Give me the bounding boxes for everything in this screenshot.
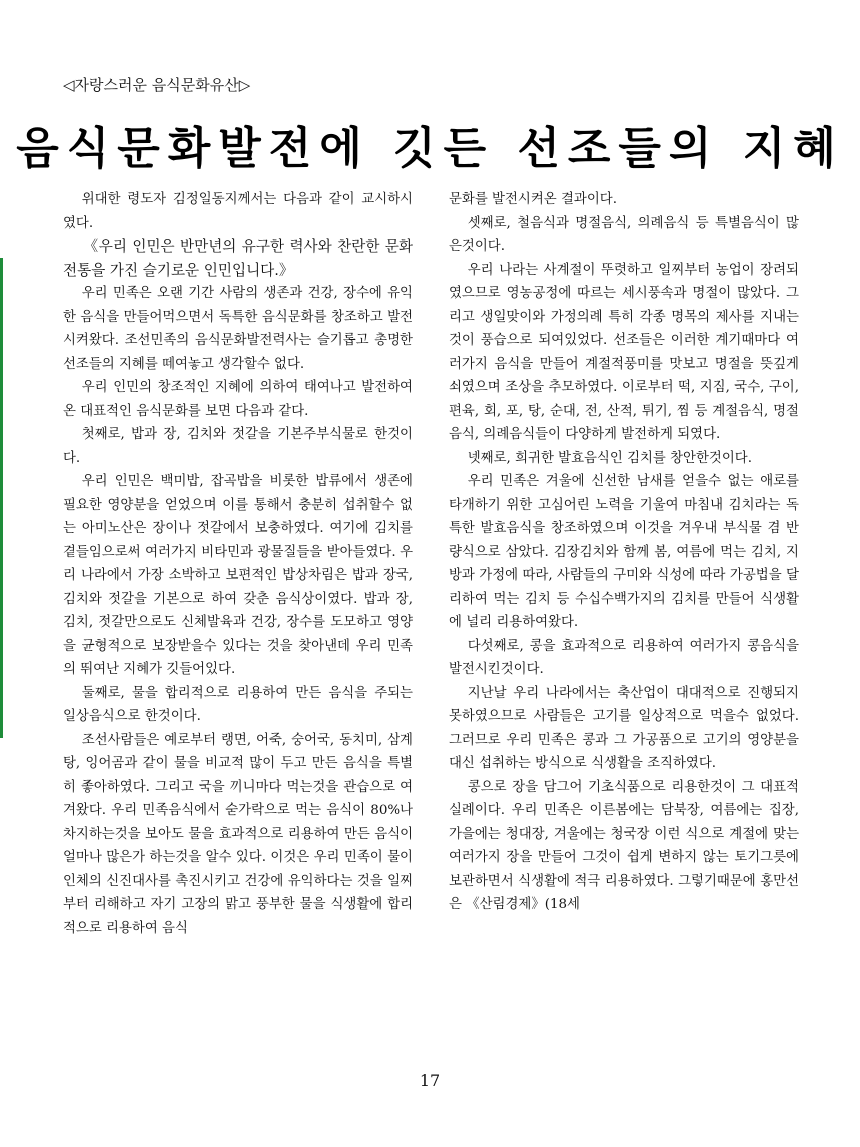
body-paragraph: 우리 인민의 창조적인 지혜에 의하여 태여나고 발전하여온 대표적인 음식문화를 보면 다음과 같다. (63, 380, 413, 419)
continued-paragraph: 문화를 발전시켜온 결과이다. (449, 192, 617, 207)
quotation-paragraph: 《우리 인민은 반만년의 유구한 력사와 찬란한 문화전통을 가진 슬기로운 인민입니다.》 (63, 238, 413, 279)
right-column (449, 188, 799, 917)
body-paragraph: 위대한 령도자 김정일동지께서는 다음과 같이 교시하시였다. (63, 192, 413, 231)
left-column (63, 188, 413, 940)
section-label: ◁자랑스러운 음식문화유산▷ (63, 76, 251, 94)
body-paragraph: 둘째로, 물을 합리적으로 리용하여 만든 음식을 주되는 일상음식으로 한것이다. (63, 685, 413, 724)
body-paragraph: 다섯째로, 콩을 효과적으로 리용하여 여러가지 콩음식을 발전시킨것이다. (449, 638, 799, 677)
body-paragraph: 지난날 우리 나라에서는 축산업이 대대적으로 진행되지 못하였으므로 사람들은 고기를 일상적으로 먹을수 없었다. 그러므로 우리 민족은 콩과 그 가공품으로 고기의 영양분을 대신 섭취하는 방식으로 식생활을 조직하였다. (449, 685, 799, 771)
body-paragraph: 조선사람들은 예로부터 랭면, 어죽, 숭어국, 동치미, 삼계탕, 잉어곰과 같이 물을 비교적 많이 두고 만든 음식을 특별히 좋아하였다. 그리고 국을 끼니마다 먹는것을 관습으로 여겨왔다. 우리 민족음식에서 숟가락으로 먹는 음식이 80%나 차지하는것을 보아도 물을 효과적으로 리용하여 만든 음식이 얼마나 많은가 하는것을 알수 있다. 이것은 우리 민족이 물이 인체의 신진대사를 촉진시키고 건강에 유익하다는 것을 일찌부터 리해하고 자기 고장의 맑고 풍부한 물을 식생활에 합리적으로 리용하여 음식 (63, 732, 413, 936)
body-paragraph: 넷째로, 희귀한 발효음식인 김치를 창안한것이다. (467, 450, 752, 466)
body-paragraph: 셋째로, 철음식과 명절음식, 의례음식 등 특별음식이 많은것이다. (449, 215, 799, 254)
body-paragraph: 첫째로, 밥과 장, 김치와 젓갈을 기본주부식물로 한것이다. (63, 427, 413, 466)
body-paragraph: 우리 민족은 오랜 기간 사람의 생존과 건강, 장수에 유익한 음식을 만들어먹으면서 독특한 음식문화를 창조하고 발전시켜왔다. 조선민족의 음식문화발전력사는 슬기롭고 총명한 선조들의 지혜를 떼여놓고 생각할수 없다. (63, 286, 413, 372)
article-title: 음식문화발전에 깃든 선조들의 지혜 (16, 123, 844, 174)
body-paragraph: 우리 나라는 사계절이 뚜렷하고 일찌부터 농업이 장려되였으므로 영농공정에 따르는 세시풍속과 명절이 많았다. 그리고 생일맞이와 가정의례 특히 각종 명목의 제사를 지내는것이 풍습으로 되여있었다. 선조들은 이러한 계기때마다 여러가지 음식을 만들어 계절적풍미를 맛보고 명절을 뜻깊게 쇠였으며 조상을 추모하였다. 이로부터 떡, 지짐, 국수, 구이, 편육, 회, 포, 탕, 순대, 전, 산적, 튀기, 찜 등 계절음식, 명절음식, 의례음식들이 다양하게 발전하게 되였다. (449, 262, 799, 442)
body-paragraph: 우리 인민은 백미밥, 잡곡밥을 비롯한 밥류에서 생존에 필요한 영양분을 얻었으며 이를 통해서 충분히 섭취할수 없는 아미노산은 장이나 젓갈에서 보충하였다. 여기에 김치를 곁들임으로써 여러가지 비타민과 광물질들을 받아들였다. 우리 나라에서 가장 소박하고 보편적인 밥상차림은 밥과 장국, 김치와 젓갈을 기본으로 하여 갖춘 음식상이였다. 밥과 장, 김치, 젓갈만으로도 신체발육과 건강, 장수를 도모하고 영양을 균형적으로 보장받을수 있다는 것을 찾아낸데 우리 민족의 뛰여난 지혜가 깃들어있다. (63, 474, 413, 677)
body-paragraph: 우리 민족은 겨울에 신선한 남새를 얻을수 없는 애로를 타개하기 위한 고심어린 노력을 기울여 마침내 김치라는 독특한 발효음식을 창조하였으며 이것을 겨우내 부식물 겸 반량식으로 삼았다. 김장김치와 함께 봄, 여름에 먹는 김치, 지방과 가정에 따라, 사람들의 구미와 식성에 따라 가공법을 달리하여 먹는 김치 등 수십수백가지의 김치를 만들어 식생활에 널리 리용하여왔다. (449, 474, 799, 630)
green-margin-rule (0, 258, 3, 738)
body-paragraph: 콩으로 장을 담그어 기초식품으로 리용한것이 그 대표적실례이다. 우리 민족은 이른봄에는 담북장, 여름에는 집장, 가을에는 청대장, 겨울에는 청국장 이런 식으로 계절에 맞는 여러가지 장을 만들어 그것이 쉽게 변하지 않는 토기그릇에 보관하면서 식생활에 적극 리용하였다. 그렇기때문에 홍만선은 《산림경제》(18세 (449, 779, 799, 912)
page-number: 17 (419, 1071, 441, 1090)
